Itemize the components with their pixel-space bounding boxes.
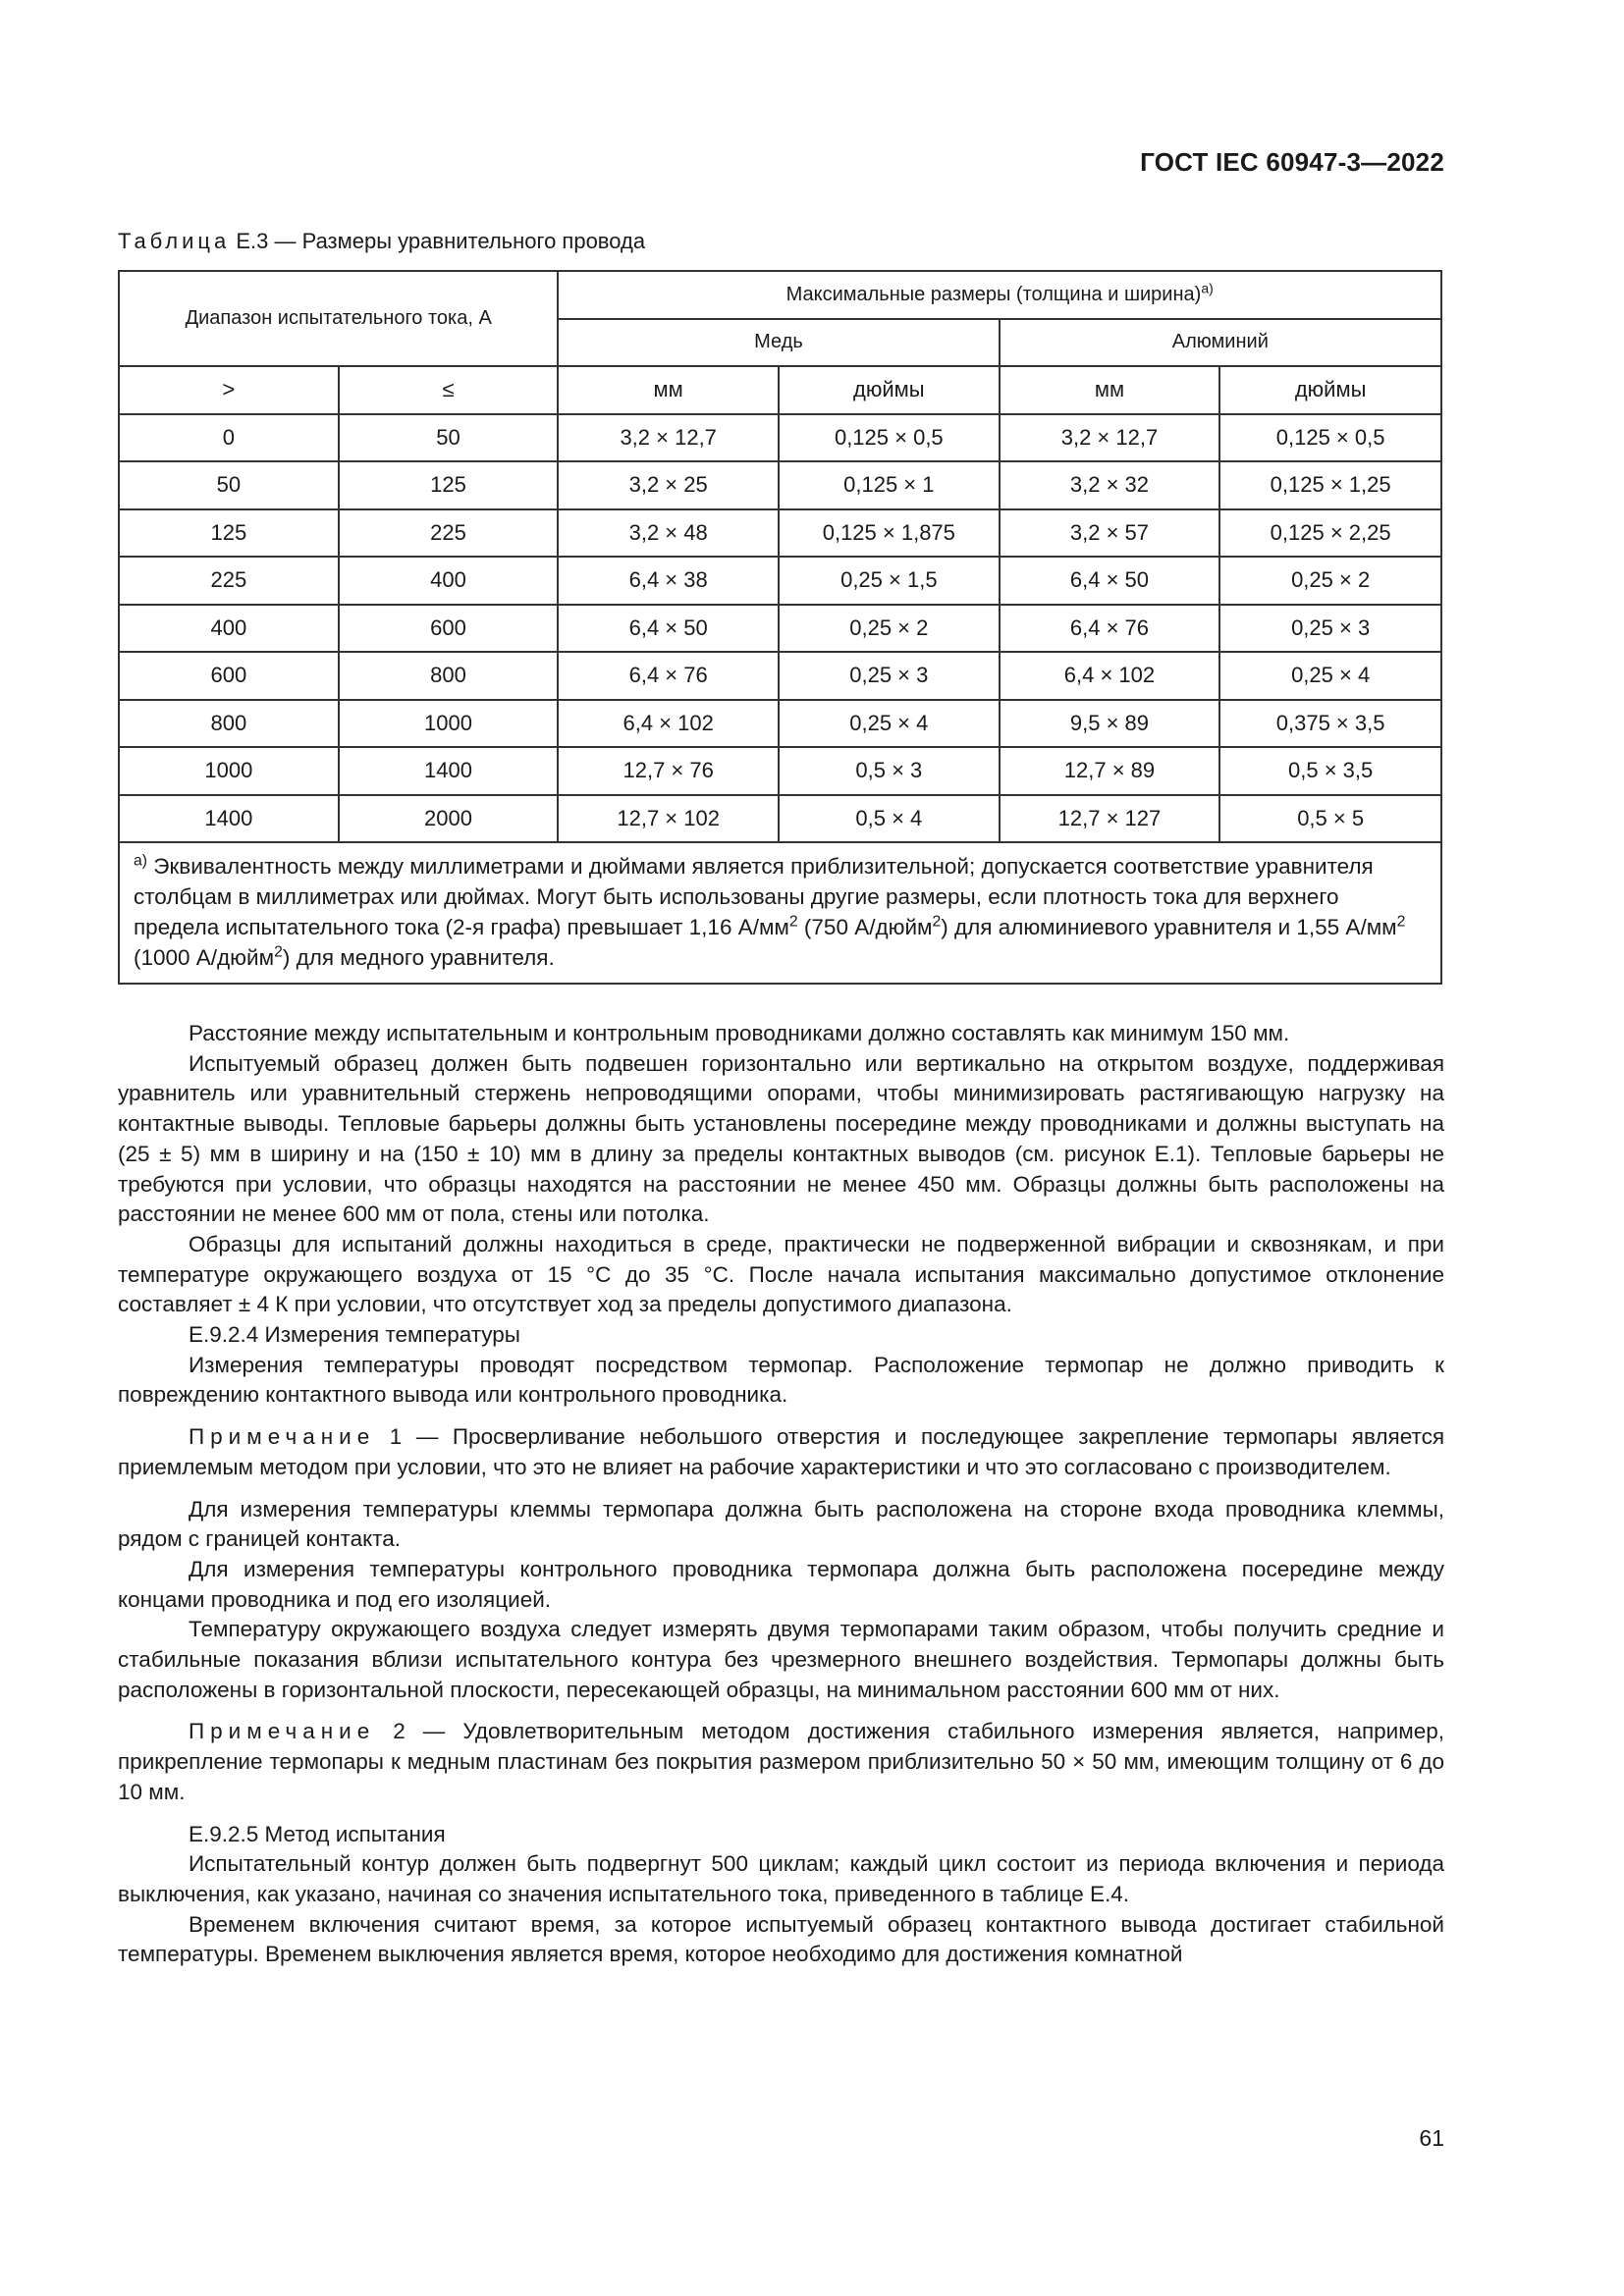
header-copper: Медь (558, 319, 999, 367)
table-cell: 6,4 × 50 (558, 605, 779, 653)
table-caption (118, 229, 645, 254)
table-cell: 0,125 × 1 (779, 461, 1000, 509)
table-cell: 0,5 × 3 (779, 747, 1000, 795)
table-units-row (119, 366, 1441, 414)
table-caption-prefix: Таблица (118, 229, 231, 253)
header-copper-mm: мм (558, 366, 779, 414)
table-cell: 800 (339, 652, 559, 700)
table-cell: 3,2 × 12,7 (1000, 414, 1220, 462)
table-cell: 6,4 × 50 (1000, 557, 1220, 605)
table-cell: 1000 (339, 700, 559, 748)
table-cell: 125 (339, 461, 559, 509)
table-cell: 6,4 × 102 (558, 700, 779, 748)
section-heading: Е.9.2.5 Метод испытания (189, 1821, 446, 1846)
table-caption-text: Е.3 — Размеры уравнительного провода (230, 229, 646, 253)
table-cell: 0,25 × 2 (1219, 557, 1441, 605)
superscript: 2 (932, 913, 942, 931)
superscript: 2 (788, 913, 798, 931)
paragraph: Испытательный контур должен быть подвергнут 500 циклам; каждый цикл состоит из периода включения и периода выключения, как указано, начиная со значения испытательного тока, приведенного в таблице Е.4. (118, 1851, 1444, 1906)
paragraph: Временем включения считают время, за которое испытуемый образец контактного вывода достигает стабильной температуры. Временем выключения является время, которое необходимо для достижения комнатной (118, 1911, 1444, 1967)
note-text: 2 — Удовлетворительным методом достижения стабильного измерения является, например, прикрепление термопары к медным пластинам без покрытия размером приблизительно 50 × 50 мм, имеющим толщину от 6 до 10 мм. (118, 1719, 1444, 1804)
table-cell: 400 (339, 557, 559, 605)
table-cell: 6,4 × 38 (558, 557, 779, 605)
section-heading: Е.9.2.4 Измерения температуры (189, 1322, 520, 1348)
table-row (119, 557, 1441, 605)
table-cell: 0,5 × 3,5 (1219, 747, 1441, 795)
table-cell: 0,25 × 1,5 (779, 557, 1000, 605)
table-cell: 12,7 × 76 (558, 747, 779, 795)
table-cell: 1400 (119, 795, 339, 843)
table-cell: 225 (339, 509, 559, 558)
paragraph: Для измерения температуры контрольного проводника термопара должна быть расположена посередине между концами проводника и под его изоляцией. (118, 1556, 1444, 1612)
table-cell: 3,2 × 25 (558, 461, 779, 509)
note-2 (118, 1717, 1444, 1807)
paragraph: Измерения температуры проводят посредством термопар. Расположение термопар не должно приводить к повреждению контактного вывода или контрольного проводника. (118, 1352, 1444, 1408)
header-max-dimensions-label: Максимальные размеры (толщина и ширина) (785, 283, 1202, 305)
table-cell: 12,7 × 102 (558, 795, 779, 843)
table-row (119, 509, 1441, 558)
superscript: 2 (1396, 913, 1406, 931)
table-cell: 0,25 × 4 (1219, 652, 1441, 700)
table-row (119, 700, 1441, 748)
table-cell: 600 (119, 652, 339, 700)
header-copper-inches: дюймы (779, 366, 1000, 414)
paragraph: Температуру окружающего воздуха следует измерять двумя термопарами таким образом, чтобы получить средние и стабильные показания вблизи испытательного контура без чрезмерного внешнего воздействия. Термопары должны быть расположены в горизонтальной плоскости, пересекающей образцы, на минимальном расстоянии 600 мм от них. (118, 1617, 1444, 1702)
table-cell: 3,2 × 12,7 (558, 414, 779, 462)
table-row (119, 414, 1441, 462)
document-code: ГОСТ IEC 60947-3—2022 (1140, 147, 1444, 177)
table-cell: 1400 (339, 747, 559, 795)
table-cell: 3,2 × 57 (1000, 509, 1220, 558)
table-cell: 0,125 × 1,25 (1219, 461, 1441, 509)
table-cell: 125 (119, 509, 339, 558)
table-cell: 0 (119, 414, 339, 462)
table-cell: 1000 (119, 747, 339, 795)
header-current-range-label: Диапазон испытательного тока, А (185, 307, 492, 329)
table-cell: 0,125 × 0,5 (779, 414, 1000, 462)
table-cell: 3,2 × 48 (558, 509, 779, 558)
table-cell: 0,5 × 4 (779, 795, 1000, 843)
header-current-range (119, 271, 558, 366)
body-text (118, 1019, 1444, 1970)
footnote-text: ) для медного уравнителя. (282, 945, 555, 970)
paragraph: Испытуемый образец должен быть подвешен горизонтально или вертикально на открытом воздухе, поддерживая уравнитель или уравнительный стержень непроводящими опорами, чтобы минимизировать растягивающую нагрузку на контактные выводы. Тепловые барьеры должны быть установлены посередине между проводниками и должны выступать на (25 ± 5) мм в ширину и на (150 ± 10) мм в длину за пределы контактных выводов (см. рисунок Е.1). Тепловые барьеры не требуются при условии, что образцы находятся на расстоянии не менее 450 мм. Образцы должны быть расположены на расстоянии не менее 600 мм от пола, стены или потолка. (118, 1050, 1444, 1227)
table-cell: 0,125 × 0,5 (1219, 414, 1441, 462)
note-text: 1 — Просверливание небольшого отверстия и последующее закрепление термопары является приемлемым методом при условии, что это не влияет на рабочие характеристики и что это согласовано с производителем. (118, 1424, 1444, 1479)
note-label: Примечание (189, 1719, 376, 1744)
table-cell: 225 (119, 557, 339, 605)
footnote-marker: а) (1201, 280, 1214, 296)
table-row (119, 461, 1441, 509)
conductor-dimensions-table (118, 270, 1442, 985)
table-cell: 2000 (339, 795, 559, 843)
paragraph: Для измерения температуры клеммы термопара должна быть расположена на стороне входа проводника клеммы, рядом с границей контакта. (118, 1496, 1444, 1552)
header-aluminium-mm: мм (1000, 366, 1220, 414)
table-cell: 0,25 × 2 (779, 605, 1000, 653)
table-cell: 0,375 × 3,5 (1219, 700, 1441, 748)
header-less-equal: ≤ (339, 366, 559, 414)
header-max-dimensions (558, 271, 1441, 319)
table-cell: 0,5 × 5 (1219, 795, 1441, 843)
table-cell: 6,4 × 102 (1000, 652, 1220, 700)
table-row (119, 605, 1441, 653)
table-cell: 0,125 × 2,25 (1219, 509, 1441, 558)
header-greater-than: > (119, 366, 339, 414)
header-aluminium: Алюминий (1000, 319, 1441, 367)
footnote-text: (750 А/дюйм (797, 915, 933, 939)
footnote-marker: а) (134, 852, 148, 870)
table-cell: 12,7 × 89 (1000, 747, 1220, 795)
paragraph: Образцы для испытаний должны находиться в среде, практически не подверженной вибрации и сквознякам, и при температуре окружающего воздуха от 15 °С до 35 °С. После начала испытания максимально допустимое отклонение составляет ± 4 К при условии, что отсутствует ход за пределы допустимого диапазона. (118, 1231, 1444, 1317)
table-row (119, 795, 1441, 843)
table-row (119, 652, 1441, 700)
page-number: 61 (1419, 2125, 1444, 2151)
table-header-row (119, 271, 1441, 319)
table-row (119, 747, 1441, 795)
note-label: Примечание (189, 1424, 376, 1450)
table-cell: 0,25 × 3 (1219, 605, 1441, 653)
table-cell: 600 (339, 605, 559, 653)
footnote-text: ) для алюминиевого уравнителя и 1,55 А/мм (941, 915, 1397, 939)
table-cell: 9,5 × 89 (1000, 700, 1220, 748)
table-cell: 6,4 × 76 (558, 652, 779, 700)
footnote-text: Эквивалентность между миллиметрами и дюймами является приблизительной; допускается соответствие уравнителя столбцам в миллиметрах или дюймах. Могут быть использованы другие размеры, если плотность тока для верхнего предела испытательного тока (2-я графа) превышает 1,16 А/мм (134, 854, 1374, 939)
table-cell: 400 (119, 605, 339, 653)
note-1 (118, 1422, 1444, 1482)
table-cell: 50 (119, 461, 339, 509)
footnote-text: (1000 А/дюйм (134, 945, 275, 970)
table-cell: 800 (119, 700, 339, 748)
superscript: 2 (274, 943, 283, 961)
table-cell: 3,2 × 32 (1000, 461, 1220, 509)
table-cell: 0,125 × 1,875 (779, 509, 1000, 558)
table-cell: 0,25 × 3 (779, 652, 1000, 700)
table-footnote (119, 842, 1441, 984)
paragraph: Расстояние между испытательным и контрольным проводниками должно составлять как минимум 150 мм. (189, 1021, 1290, 1045)
table-footnote-row (119, 842, 1441, 984)
table-cell: 6,4 × 76 (1000, 605, 1220, 653)
table-cell: 0,25 × 4 (779, 700, 1000, 748)
table-cell: 12,7 × 127 (1000, 795, 1220, 843)
header-aluminium-inches: дюймы (1219, 366, 1441, 414)
table-cell: 50 (339, 414, 559, 462)
